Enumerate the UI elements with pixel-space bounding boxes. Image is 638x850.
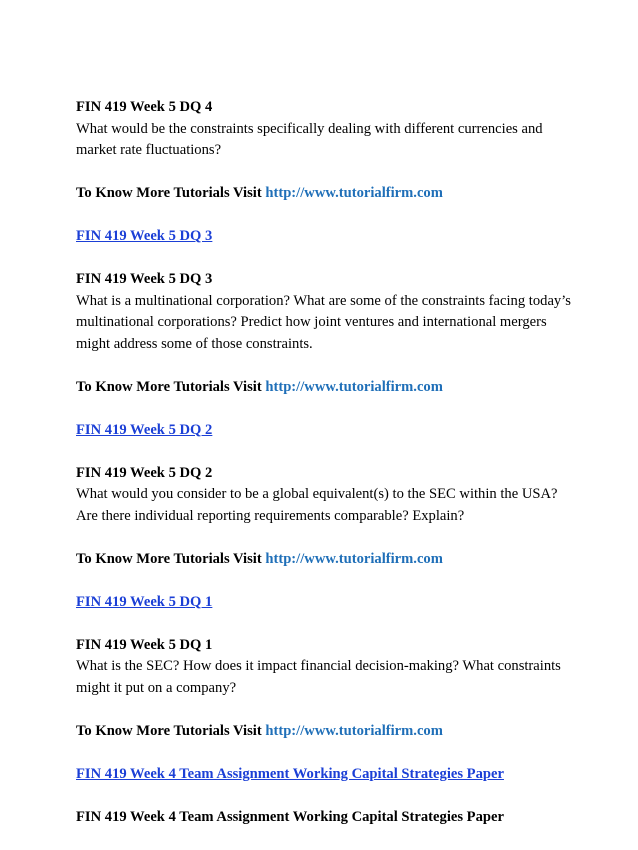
question-title: FIN 419 Week 5 DQ 1: [76, 636, 213, 653]
link-dq1[interactable]: FIN 419 Week 5 DQ 1: [76, 593, 213, 610]
visit-label: To Know More Tutorials Visit: [76, 550, 262, 567]
visit-line: [76, 377, 576, 399]
question-block-dq4: [76, 97, 576, 162]
visit-url-link[interactable]: http://www.tutorialfirm.com: [265, 378, 443, 395]
visit-label: To Know More Tutorials Visit: [76, 722, 262, 739]
visit-label: To Know More Tutorials Visit: [76, 378, 262, 395]
link-line: [76, 592, 576, 614]
question-text: What would be the constraints specifically dealing with different currencies and market rate fluctuations?: [76, 120, 543, 158]
question-title: FIN 419 Week 5 DQ 3: [76, 271, 213, 287]
visit-line: [76, 183, 576, 205]
link-week4-team-assignment[interactable]: FIN 419 Week 4 Team Assignment Working Capital Strategies Paper: [76, 765, 504, 782]
link-line: [76, 420, 576, 442]
visit-url-link[interactable]: http://www.tutorialfirm.com: [265, 722, 443, 739]
document-content: [76, 97, 576, 850]
question-block-dq1: [76, 635, 576, 700]
question-block-week4: [76, 807, 576, 829]
link-dq3[interactable]: FIN 419 Week 5 DQ 3: [76, 228, 213, 244]
assignment-title: FIN 419 Week 4 Team Assignment Working Capital Strategies Paper: [76, 808, 504, 825]
visit-url-link[interactable]: http://www.tutorialfirm.com: [265, 185, 443, 201]
visit-label: To Know More Tutorials Visit: [76, 185, 262, 201]
link-dq2[interactable]: FIN 419 Week 5 DQ 2: [76, 421, 213, 438]
link-line: [76, 764, 576, 786]
visit-url-link[interactable]: http://www.tutorialfirm.com: [265, 550, 443, 567]
visit-line: [76, 549, 576, 571]
visit-line: [76, 721, 576, 743]
question-title: FIN 419 Week 5 DQ 4: [76, 99, 213, 115]
question-title: FIN 419 Week 5 DQ 2: [76, 464, 213, 481]
question-text: What is a multinational corporation? What are some of the constraints facing today’s multinational corporations? Predict how joint ventures and international mergers might address some of those constraints.: [76, 292, 571, 352]
question-block-dq3: [76, 269, 576, 355]
link-line: [76, 226, 576, 248]
question-text: What is the SEC? How does it impact financial decision-making? What constraints might it put on a company?: [76, 658, 561, 696]
question-block-dq2: [76, 463, 576, 528]
question-text: What would you consider to be a global equivalent(s) to the SEC within the USA? Are there individual reporting requirements comparable? Explain?: [76, 486, 558, 524]
